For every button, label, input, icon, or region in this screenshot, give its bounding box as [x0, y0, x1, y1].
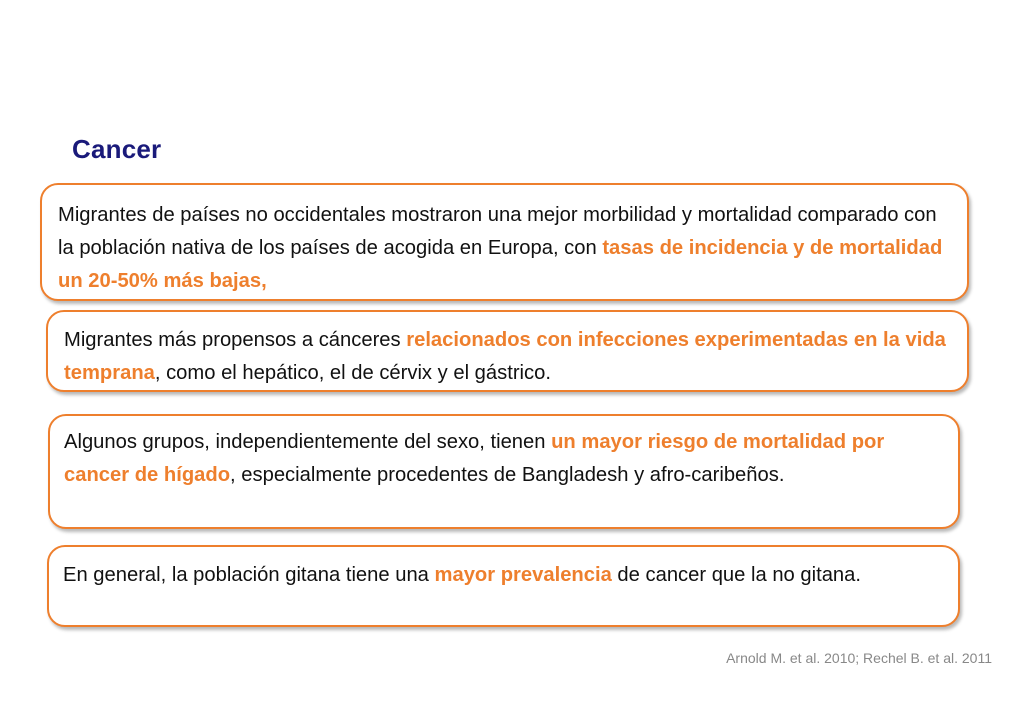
box-text-segment: Migrantes más propensos a cánceres — [64, 329, 407, 351]
box-text-segment: , especialmente procedentes de Bangladesh y afro-caribeños. — [230, 464, 785, 486]
info-box-gypsy-population — [47, 545, 960, 627]
highlighted-text: un mayor riesgo de mortalidad por cancer de hígado — [64, 431, 885, 486]
highlighted-text: relacionados con infecciones experimentadas en la vida temprana — [64, 329, 946, 384]
box-text-segment: de cancer que la no gitana. — [611, 564, 861, 586]
highlighted-text: tasas de incidencia y de mortalidad un 20-50% más bajas, — [58, 237, 943, 292]
box-text — [58, 199, 951, 298]
info-box-infection-cancers — [46, 310, 969, 392]
box-text — [64, 324, 957, 390]
slide-title: Cancer — [72, 134, 162, 164]
box-text-segment: Algunos grupos, independientemente del sexo, tienen — [64, 431, 552, 453]
box-text-segment: , como el hepático, el de cérvix y el gástrico. — [154, 362, 551, 384]
box-text — [63, 559, 948, 592]
box-text-segment: En general, la población gitana tiene una — [63, 564, 435, 586]
highlighted-text: mayor prevalencia — [434, 564, 612, 586]
reference-citation: Arnold M. et al. 2010; Rechel B. et al. 2011 — [726, 650, 992, 666]
info-box-liver-cancer-risk — [48, 414, 960, 529]
box-text — [64, 426, 948, 492]
box-text-segment: Migrantes de países no occidentales mostraron una mejor morbilidad y mortalidad comparado con la población nativa de los países de acogida en Europa, con — [58, 204, 937, 259]
info-box-incidence-mortality — [40, 183, 969, 301]
